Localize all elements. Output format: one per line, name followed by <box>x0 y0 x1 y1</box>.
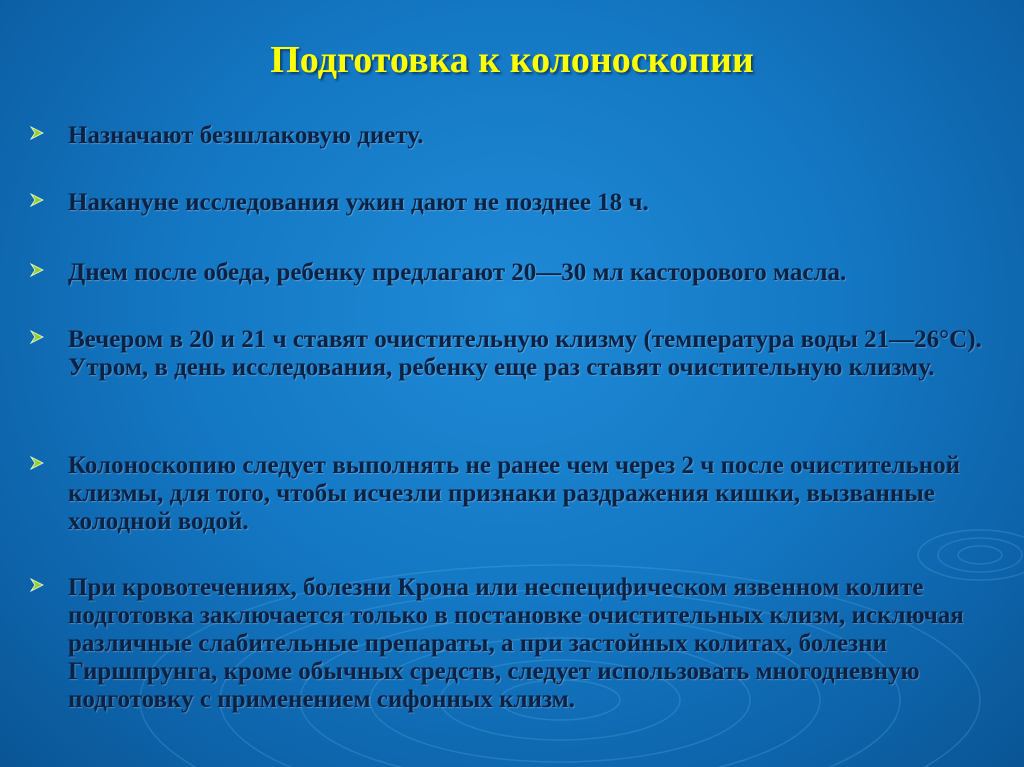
green-arrow-bullet-icon <box>30 259 68 277</box>
bullet-item <box>30 452 990 536</box>
bullet-text: Днем после обеда, ребенку предлагают 20—30 мл касторового масла. <box>68 259 847 286</box>
green-arrow-bullet-icon <box>30 326 68 344</box>
bullet-text: Колоноскопию следует выполнять не ранее чем через 2 ч после очистительной клизмы, для того, чтобы исчезли признаки раздражения кишки, вызванные холодной водой. <box>68 452 961 535</box>
bullet-item <box>30 574 990 714</box>
bullet-item <box>30 189 990 217</box>
bullet-text: Вечером в 20 и 21 ч ставят очистительную клизму (температура воды 21—26°С). Утром, в день исследования, ребенку еще раз ставят очистительную клизму. <box>68 326 982 381</box>
green-arrow-bullet-icon <box>30 122 68 140</box>
bullet-item <box>30 326 990 382</box>
bullet-text: Назначают безшлаковую диету. <box>68 122 424 149</box>
green-arrow-bullet-icon <box>30 574 68 592</box>
green-arrow-bullet-icon <box>30 452 68 470</box>
bullet-item <box>30 122 990 150</box>
slide-title: Подготовка к колоноскопии <box>270 39 754 81</box>
bullet-text: При кровотечениях, болезни Крона или неспецифическом язвенном колите подготовка заключается только в постановке очистительных клизм, исключая различные слабительные препараты, а при застойных колитах, болезни Гиршпрунга, кроме обычных средств, следует использовать многодневную подготовку с применением сифонных клизм. <box>68 574 964 713</box>
green-arrow-bullet-icon <box>30 189 68 207</box>
bullet-text: Накануне исследования ужин дают не позднее 18 ч. <box>68 189 649 216</box>
bullet-item <box>30 259 990 287</box>
